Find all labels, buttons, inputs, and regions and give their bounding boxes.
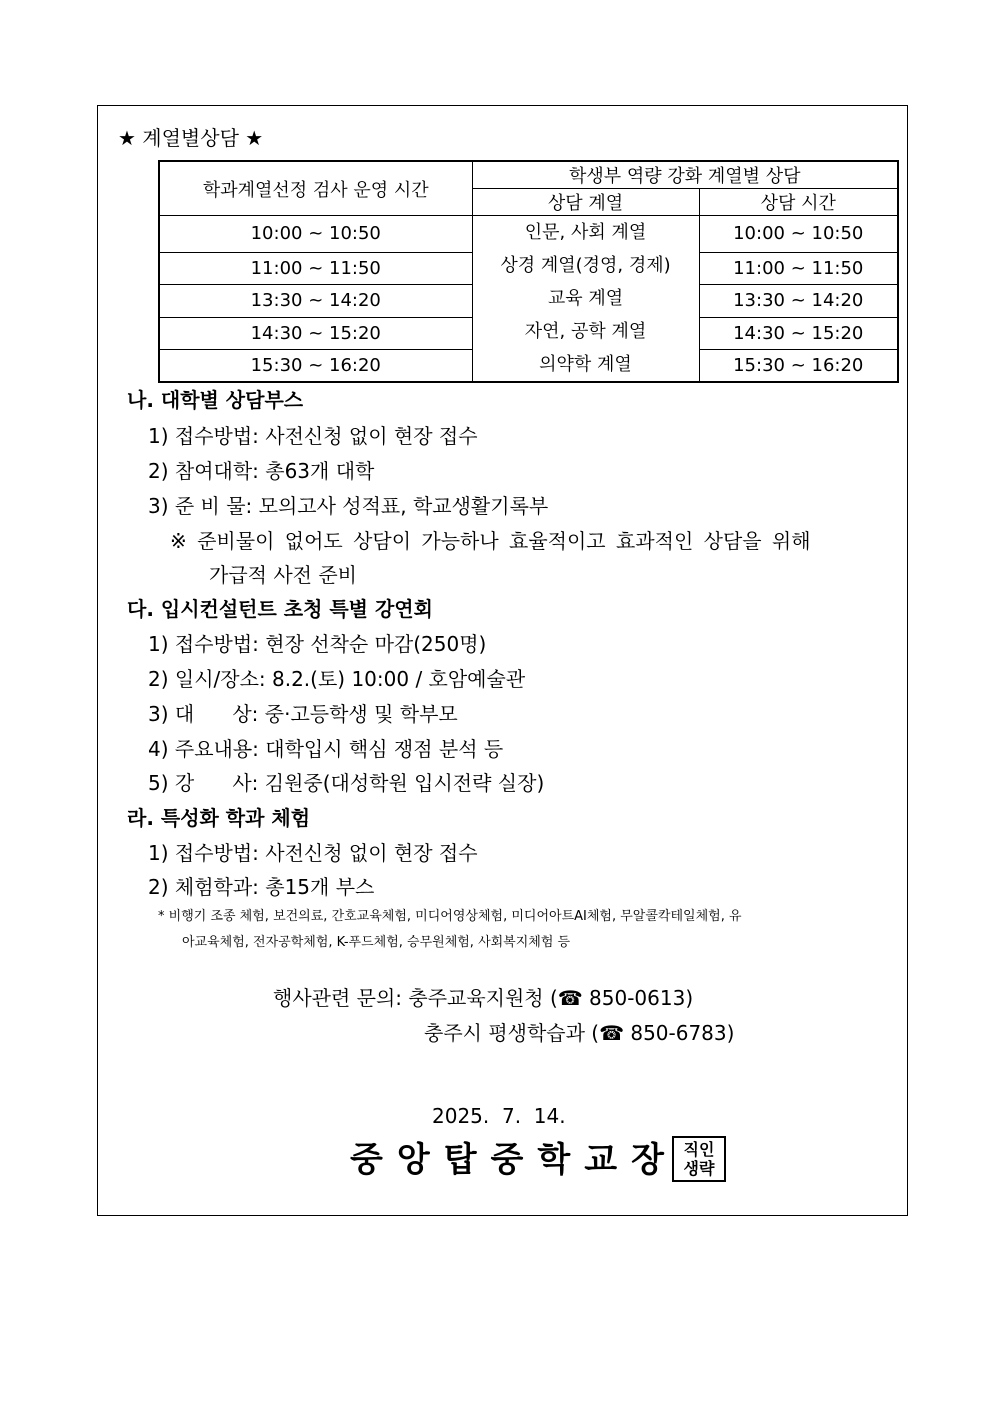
field-item: 자연, 공학 계열 [524,321,647,342]
section-heading-ra: 라. 특성화 학과 체험 [127,806,311,830]
list-item: 3) 대 상: 중·고등학생 및 학부모 [148,702,458,726]
list-item: 5) 강 사: 김원중(대성학원 입시전략 실장) [148,771,545,795]
section-heading-na: 나. 대학별 상담부스 [127,388,304,412]
header-right: 학생부 역량 강화 계열별 상담 [472,161,898,189]
list-item: 3) 준 비 물: 모의고사 성적표, 학교생활기록부 [148,494,549,518]
left-time: 14:30 ~ 15:20 [159,317,472,349]
right-time: 14:30 ~ 15:20 [699,317,898,349]
right-time: 11:00 ~ 11:50 [699,252,898,284]
seal-line: 직인 [683,1140,715,1159]
note-line: * 비행기 조종 체험, 보건의료, 간호교육체험, 미디어영상체험, 미디어아트AI체험, 무알콜칵테일체험, 유 [158,909,742,924]
field-item: 인문, 사회 계열 [524,222,647,243]
right-time: 10:00 ~ 10:50 [699,216,898,253]
header-time: 상담 시간 [699,189,898,216]
document-date: 2025. 7. 14. [432,1104,566,1128]
contact-line: 충주시 평생학습과 (☎ 850-6783) [424,1021,735,1045]
section-heading-da: 다. 입시컨설턴트 초청 특별 강연회 [127,597,433,621]
list-item: 2) 체험학과: 총15개 부스 [148,875,375,899]
list-item: 2) 일시/장소: 8.2.(토) 10:00 / 호암예술관 [148,667,526,691]
right-time: 13:30 ~ 14:20 [699,285,898,317]
left-time: 10:00 ~ 10:50 [159,216,472,253]
left-time: 13:30 ~ 14:20 [159,285,472,317]
note-line: 아교육체험, 전자공학체험, K-푸드체험, 승무원체험, 사회복지체험 등 [182,935,571,950]
official-seal [672,1136,726,1182]
list-item: 1) 접수방법: 현장 선착순 마감(250명) [148,632,487,656]
seal-line: 생략 [683,1159,715,1178]
left-time: 15:30 ~ 16:20 [159,350,472,383]
header-field: 상담 계열 [472,189,699,216]
list-item: 4) 주요내용: 대학입시 핵심 쟁점 분석 등 [148,737,504,761]
note-line: 가급적 사전 준비 [209,563,357,587]
field-item: 의약학 계열 [539,354,632,375]
list-item: 2) 참여대학: 총63개 대학 [148,459,375,483]
header-left: 학과계열선정 검사 운영 시간 [159,161,472,216]
section-title: ★ 계열별상담 ★ [118,126,264,150]
signer-name: 중앙탑중학교장 [350,1140,678,1180]
list-item: 1) 접수방법: 사전신청 없이 현장 접수 [148,841,478,865]
field-list [472,216,699,383]
contact-line: 행사관련 문의: 충주교육지원청 (☎ 850-0613) [273,986,694,1010]
field-item: 교육 계열 [547,288,624,309]
schedule-table [158,160,899,383]
left-time: 11:00 ~ 11:50 [159,252,472,284]
list-item: 1) 접수방법: 사전신청 없이 현장 접수 [148,424,478,448]
field-item: 상경 계열(경영, 경제) [500,255,671,276]
note-line: ※ 준비물이 없어도 상담이 가능하나 효율적이고 효과적인 상담을 위해 [170,529,811,553]
right-time: 15:30 ~ 16:20 [699,350,898,383]
